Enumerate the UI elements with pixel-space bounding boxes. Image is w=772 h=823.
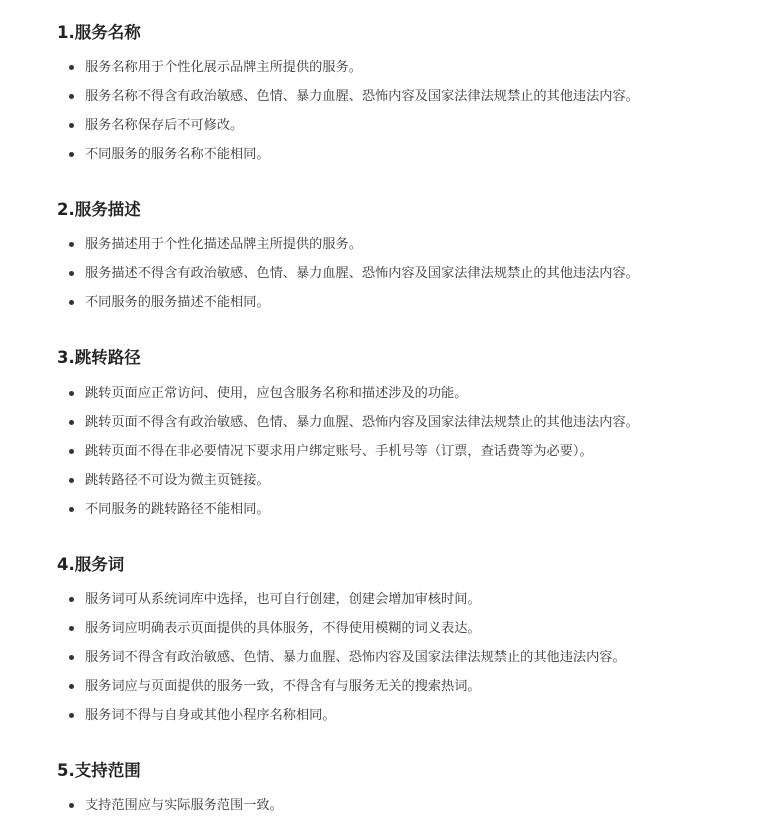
- list-item-text: 服务词不得与自身或其他小程序名称相同。: [85, 708, 336, 723]
- list-item: [85, 414, 639, 432]
- bullet-icon: [69, 242, 74, 247]
- bullet-icon: [69, 713, 74, 718]
- list-item-text: 服务词不得含有政治敏感、色情、暴力血腥、恐怖内容及国家法律法规禁止的其他违法内容。: [85, 650, 626, 665]
- bullet-icon: [69, 94, 74, 99]
- list-item: [85, 649, 626, 667]
- list-item: [85, 88, 639, 106]
- list-item: [85, 678, 481, 696]
- list-item: [85, 385, 467, 403]
- list-item: [85, 501, 270, 519]
- list-item-text: 不同服务的服务描述不能相同。: [85, 295, 270, 310]
- list-item-text: 支持范围应与实际服务范围一致。: [85, 798, 283, 813]
- list-item: [85, 294, 270, 312]
- section-title: 4.服务词: [57, 555, 125, 574]
- list-item: [85, 265, 639, 283]
- list-item: [85, 707, 336, 725]
- bullet-icon: [69, 300, 74, 305]
- list-item: [85, 443, 593, 461]
- list-item-text: 不同服务的服务名称不能相同。: [85, 147, 270, 162]
- list-item-text: 服务名称不得含有政治敏感、色情、暴力血腥、恐怖内容及国家法律法规禁止的其他违法内容。: [85, 89, 639, 104]
- list-item-text: 服务词可从系统词库中选择，也可自行创建，创建会增加审核时间。: [85, 592, 481, 607]
- section-title: 2.服务描述: [57, 200, 141, 219]
- list-item-text: 跳转页面不得含有政治敏感、色情、暴力血腥、恐怖内容及国家法律法规禁止的其他违法内容。: [85, 415, 639, 430]
- list-item: [85, 472, 270, 490]
- bullet-icon: [69, 507, 74, 512]
- list-item: [85, 797, 283, 815]
- list-item-text: 跳转页面不得在非必要情况下要求用户绑定账号、手机号等（订票，查话费等为必要）。: [85, 444, 593, 459]
- list-item: [85, 146, 270, 164]
- list-item-text: 服务词应明确表示页面提供的具体服务，不得使用模糊的词义表达。: [85, 621, 481, 636]
- list-item-text: 服务名称用于个性化展示品牌主所提供的服务。: [85, 60, 362, 75]
- list-item-text: 服务名称保存后不可修改。: [85, 118, 244, 133]
- list-item-text: 服务描述不得含有政治敏感、色情、暴力血腥、恐怖内容及国家法律法规禁止的其他违法内容。: [85, 266, 639, 281]
- list-item-text: 跳转路径不可设为微主页链接。: [85, 473, 270, 488]
- list-item: [85, 236, 362, 254]
- list-item: [85, 117, 243, 135]
- list-item: [85, 59, 362, 77]
- bullet-icon: [69, 271, 74, 276]
- bullet-icon: [69, 655, 74, 660]
- section-title: 5.支持范围: [57, 761, 141, 780]
- list-item-text: 服务词应与页面提供的服务一致，不得含有与服务无关的搜索热词。: [85, 679, 481, 694]
- list-item-text: 服务描述用于个性化描述品牌主所提供的服务。: [85, 237, 362, 252]
- section-title: 1.服务名称: [57, 23, 141, 42]
- bullet-icon: [69, 152, 74, 157]
- list-item-text: 跳转页面应正常访问、使用，应包含服务名称和描述涉及的功能。: [85, 386, 468, 401]
- list-item: [85, 591, 481, 609]
- bullet-icon: [69, 449, 74, 454]
- list-item: [85, 620, 481, 638]
- bullet-icon: [69, 478, 74, 483]
- bullet-icon: [69, 391, 74, 396]
- list-item-text: 不同服务的跳转路径不能相同。: [85, 502, 270, 517]
- bullet-icon: [69, 420, 74, 425]
- section-title: 3.跳转路径: [57, 348, 141, 367]
- bullet-icon: [69, 597, 74, 602]
- bullet-icon: [69, 626, 74, 631]
- bullet-icon: [69, 684, 74, 689]
- bullet-icon: [69, 803, 74, 808]
- bullet-icon: [69, 123, 74, 128]
- bullet-icon: [69, 65, 74, 70]
